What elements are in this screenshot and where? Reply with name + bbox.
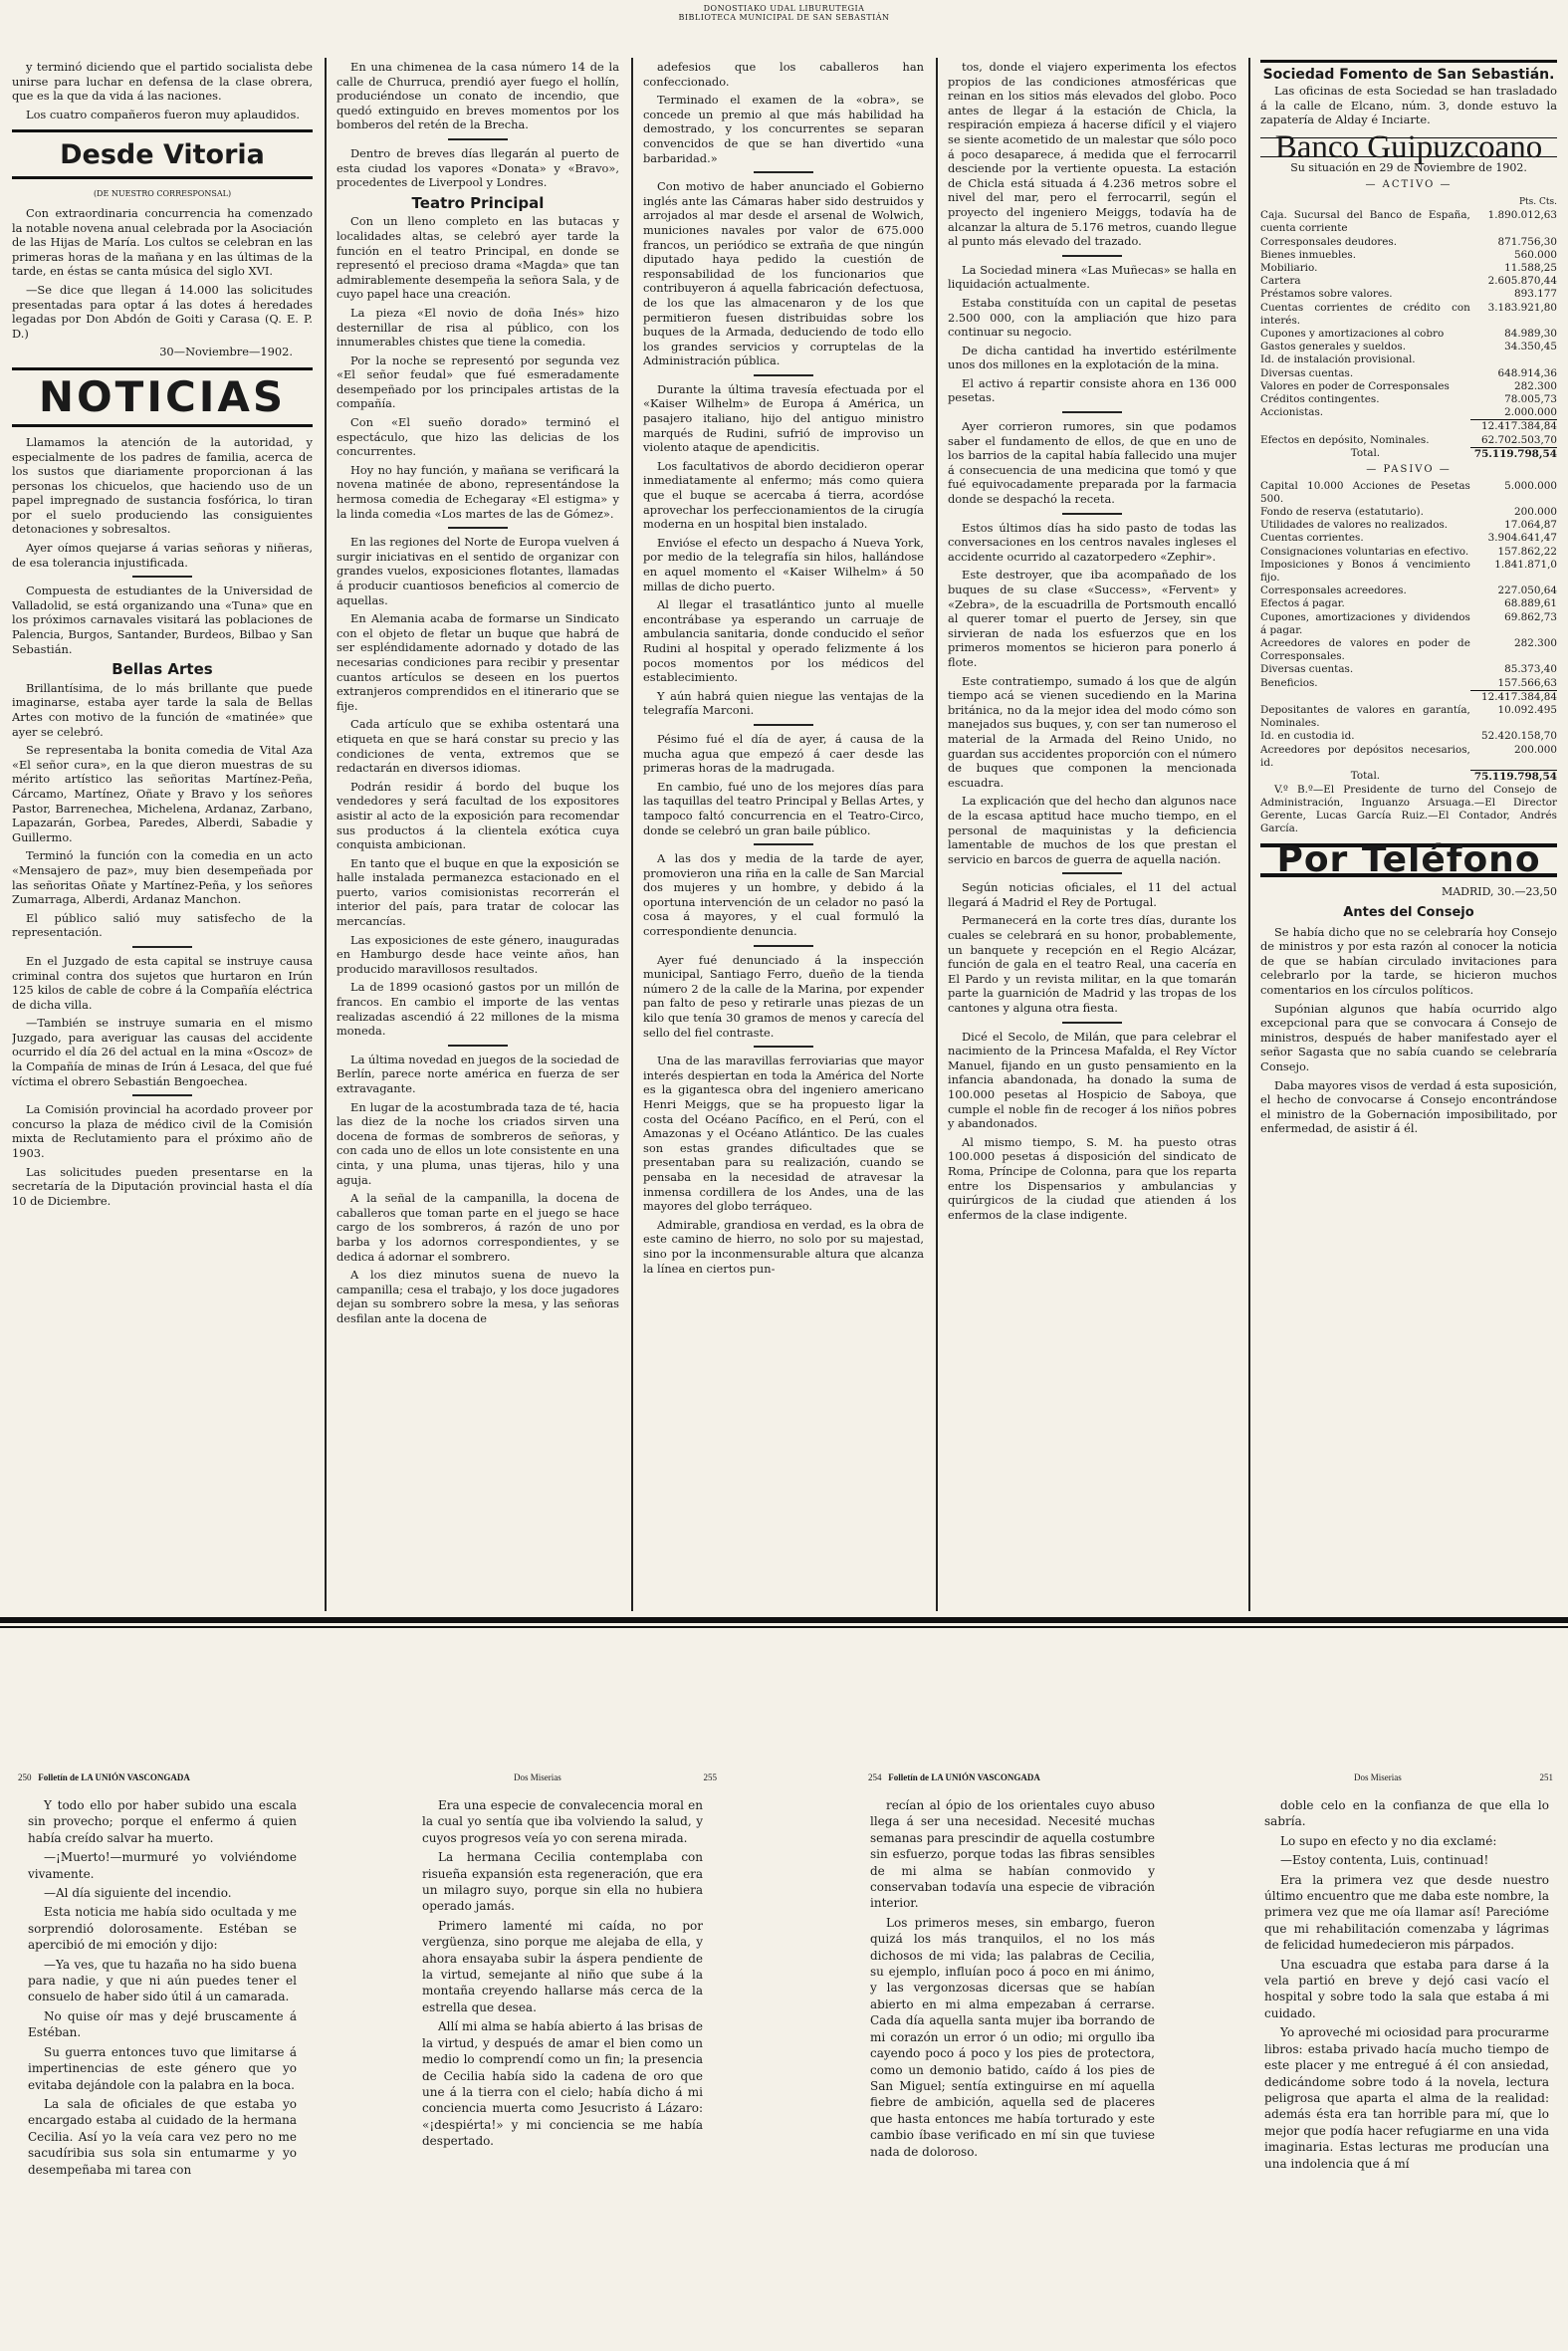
paragraph: Envióse el efecto un despacho á Nueva York, por medio de la telegrafía sin hilos, hallándose en aquel momento el «Kaiser Wilhelm» á 50 millas de dicho puerto.	[643, 535, 924, 593]
column-1	[12, 60, 313, 1608]
library-stamp-line2: BIBLIOTECA MUNICIPAL DE SAN SEBASTIÁN	[678, 13, 890, 22]
row-value: 5.000.000	[1504, 479, 1557, 492]
feuilleton-column-4	[1264, 1797, 1549, 2345]
paragraph: Ayer oímos quejarse á varias señoras y niñeras, de esa tolerancia injustificada.	[12, 541, 313, 570]
paragraph: —Estoy contenta, Luis, continuad!	[1280, 1853, 1489, 1868]
paragraph: La explicación que del hecho dan algunos nace de la escasa aptitud hace mucho tiempo, en el personal de maquinistas y la deficiencia lamentable de muchos de los que prestan el servicio en barcos de guerra de aquella nación.	[948, 794, 1236, 866]
subtotal-value: 12.417.384,84	[1470, 690, 1557, 704]
table-row	[1260, 447, 1557, 461]
row-label: Depositantes de valores en garantía, Nominales.	[1260, 704, 1470, 730]
table-row	[1260, 663, 1557, 676]
table-row	[1260, 690, 1557, 704]
paragraph: Hoy no hay función, y mañana se verificará la novena matinée de abono, representándose la hermosa comedia de Echegaray «El estigma» y la linda comedia «Los martes de las de Gómez».	[336, 462, 619, 521]
signatures: V.º B.º—El Presidente de turno del Consejo de Administración, Inguanzo Arsuaga.—El Director Gerente, Lucas García Ruiz.—El Contador, Andrés García.	[1260, 783, 1557, 834]
table-row	[1260, 288, 1557, 301]
feuilleton-title: Folletín de LA UNIÓN VASCONGADA	[38, 1772, 190, 1782]
row-value: 893.177	[1514, 288, 1557, 301]
paragraph: Yo aproveché mi ociosidad para procurarme libros: estaba privado hacía mucho tiempo de este placer y me entregué á él con ansiedad, dedicándome sobre todo á la novela, lectura peligrosa que aparta el alma de la realidad: además ésta era tan horrible para mí, que lo mejor que podía hacer refugiarme en una vida imaginaria. Estas lecturas me producían una una indolencia que á mí	[1264, 2025, 1549, 2171]
table-row	[1260, 744, 1557, 770]
separator	[754, 724, 813, 726]
feuilleton-header-4	[1244, 1772, 1553, 1782]
paragraph: Los primeros meses, sin embargo, fueron quizá los más tranquilos, el no los más dichosos de mi vida; las palabras de Cecilia, su ejemplo, influían poco á poco en mi ánimo, y las vergonzosas dicersas que se habían abierto en mi alma empezaban á cerrarse. Cada día aquella santa mujer iba borrando de mi corazón un error ó un odio; mi orgullo iba cayendo poco á poco y los pies de protectora, como un demonio batido, caído á los pies de San Miguel; sentía extinguirse en mí aquella fiebre de ambición, aquella sed de placeres que hasta entonces me había torturado y este cambio íbase verificado en mí sin que tuviese nada de doloroso.	[870, 1915, 1155, 2159]
row-value: 157.862,22	[1497, 545, 1557, 558]
row-label: Valores en poder de Corresponsales	[1260, 379, 1450, 392]
row-label: Cupones y amortizaciones al cobro	[1260, 327, 1445, 340]
row-label: Acreedores por depósitos necesarios, id.	[1260, 743, 1470, 769]
separator	[754, 843, 813, 845]
row-value: 157.566,63	[1497, 676, 1557, 689]
paragraph: El activo á repartir consiste ahora en 136 000 pesetas.	[948, 375, 1236, 405]
paragraph: Llamamos la atención de la autoridad, y especialmente de los padres de familia, acerca de los sustos que diariamente proporcionan á las personas los chicuelos, que haciendo uso de un papel impregnado de sustancia fosfórica, lo tiran por el suelo produciendo las consiguientes detonaciones y sobresaltos.	[12, 434, 313, 537]
total-value: 75.119.798,54	[1470, 770, 1557, 784]
table-row	[1260, 585, 1557, 597]
paragraph: Estos últimos días ha sido pasto de todas las conversaciones en los centros navales ingleses el accidente ocurrido al cazatorpedero «Zephir».	[948, 520, 1236, 564]
row-value: 200.000	[1514, 743, 1557, 756]
row-value: 282.300	[1514, 637, 1557, 650]
feuilleton-header-3	[868, 1772, 1197, 1782]
separator	[448, 527, 508, 529]
table-row	[1260, 506, 1557, 519]
row-value: 200.000	[1514, 506, 1557, 519]
column-rule	[631, 58, 633, 1611]
paragraph: Al llegar el trasatlántico junto al muelle encontrábase ya esperando un carruaje de ambulancia sanitaria, donde conducido el señor Rudini al hospital y operado felizmente á los pocos momentos por los médicos del establecimiento.	[643, 597, 924, 685]
row-label: Consignaciones voluntarias en efectivo.	[1260, 545, 1469, 558]
row-label: Acreedores de valores en poder de Corresponsales.	[1260, 637, 1470, 663]
paragraph: Esta noticia me había sido ocultada y me sorprendió dolorosamente. Estéban se apercibió de mi emoción y dijo:	[28, 1905, 297, 1953]
separator	[1062, 872, 1122, 874]
row-label: Accionistas.	[1260, 406, 1324, 419]
row-value: 1.841.871,0	[1494, 558, 1557, 571]
column-2	[336, 60, 619, 1608]
feuilleton-column-1	[28, 1797, 297, 2345]
row-label: Efectos en depósito, Nominales.	[1260, 433, 1430, 446]
paragraph: Estaba constituída con un capital de pesetas 2.500 000, con la ampliación que hizo para continuar su negocio.	[948, 295, 1236, 340]
page-number: 254	[868, 1772, 882, 1782]
paragraph: Al mismo tiempo, S. M. ha puesto otras 100.000 pesetas á disposición del sindicato de Roma, Príncipe de Colonna, para que los reparta entre los Dispensarios y ambulancias y quirúrgicos de la ciudad que atienden á los enfermos de la clase indigente.	[948, 1134, 1236, 1222]
row-value: 84.989,30	[1504, 327, 1557, 340]
paragraph: Admirable, grandiosa en verdad, es la obra de este camino de hierro, no solo por su majestad, sino por la inconmensurable altura que alcanza la línea en ciertos pun-	[643, 1217, 924, 1276]
row-value: 3.183.921,80	[1487, 301, 1557, 314]
row-value: 3.904.641,47	[1487, 532, 1557, 545]
dateline: 30—Noviembre—1902.	[159, 345, 293, 359]
subtotal-value: 12.417.384,84	[1470, 420, 1557, 434]
paragraph: Dentro de breves días llegarán al puerto de esta ciudad los vapores «Donata» y «Bravo», procedentes de Liverpool y Londres.	[336, 145, 619, 190]
table-row	[1260, 770, 1557, 784]
page-bottom-rule-thin	[0, 1626, 1568, 1628]
feuilleton-header-1	[18, 1772, 376, 1782]
library-stamp-line1: DONOSTIAKO UDAL LIBURUTEGIA	[703, 4, 865, 13]
paragraph: La de 1899 ocasionó gastos por un millón de francos. En cambio el importe de las ventas realizadas ascendió á 22 millones de la misma moneda.	[336, 980, 619, 1039]
row-label: Cuentas corrientes.	[1260, 532, 1364, 545]
table-row	[1260, 209, 1557, 235]
section-header-box	[12, 367, 313, 427]
paragraph: Los cuatro compañeros fueron muy aplaudidos.	[26, 107, 301, 121]
paragraph: Este destroyer, que iba acompañado de los buques de su clase «Success», «Fervent» y «Zebra», de la escuadrilla de Portsmouth encalló al querer tomar el puerto de Jersey, sin que sirvieran de nada los esfuerzos que en los primeros momentos se hicieron para ponerlo á flote.	[948, 568, 1236, 669]
paragraph: Los facultativos de abordo decidieron operar inmediatamente al enfermo; más como quiera que el buque se acercaba á tierra, acordóse aprovechar los perfeccionamientos de la cirugía moderna en un hospital bien instalado.	[643, 458, 924, 532]
paragraph: Este contratiempo, sumado á los que de algún tiempo acá se vienen sucediendo en la Marina británica, no da la mejor idea del modo cómo son manejados sus buques, y, con ser tan numeroso el material de la Armada del Reino Unido, no guardan sus accidentes proporción con el número de buques que componen la mencionada escuadra.	[948, 673, 1236, 790]
separator	[132, 946, 192, 948]
paragraph: y terminó diciendo que el partido socialista debe unirse para luchar en defensa de la clase obrera, que es la que da vida á las naciones.	[12, 60, 313, 104]
paragraph: Lo supo en efecto y no dia exclamé:	[1280, 1833, 1497, 1848]
row-value: 85.373,40	[1504, 663, 1557, 676]
paragraph: Era la primera vez que desde nuestro último encuentro que me daba este nombre, la primera vez que me oía llamar así! Parecióme que mi rehabilitación comenzaba y lágrimas de felicidad humedecieron mis párpados.	[1264, 1872, 1549, 1953]
paragraph: —Ya ves, que tu hazaña no ha sido buena para nadie, y que ni aún puedes tener el consuelo de haber sido útil á un camarada.	[28, 1957, 297, 2004]
column-rule	[325, 58, 327, 1611]
table-row	[1260, 597, 1557, 610]
row-label: Cuentas corrientes de crédito con interés.	[1260, 301, 1470, 327]
paragraph: Se representaba la bonita comedia de Vital Aza «El señor cura», en la que dieron muestras de su mérito artístico las señoritas Martínez-Peña, Cárcamo, Martínez, Oñate y Bravo y los señores Pastor, Barrenechea, Michelena, Ardanaz, Zarbano, Lapazarán, Gorbea, Paredes, Alberdi, Sabadie y Guillermo.	[12, 743, 313, 844]
separator	[754, 171, 813, 173]
table-row	[1260, 611, 1557, 637]
section-title-noticias: NOTICIAS	[38, 371, 287, 421]
row-label: Préstamos sobre valores.	[1260, 288, 1393, 301]
paragraph: La Comisión provincial ha acordado proveer por concurso la plaza de médico civil de la Comisión mixta de Reclutamiento para el próximo año de 1903.	[12, 1102, 313, 1161]
table-row	[1260, 393, 1557, 406]
paragraph: Su guerra entonces tuvo que limitarse á impertinencias de este género que yo evitaba dejándole con la palabra en la boca.	[28, 2044, 297, 2092]
row-label: Diversas cuentas.	[1260, 366, 1354, 379]
section-subtitle: (DE NUESTRO CORRESPONSAL)	[93, 189, 232, 199]
row-value: 68.889,61	[1504, 597, 1557, 610]
paragraph: El público salió muy satisfecho de la representación.	[12, 910, 313, 940]
paragraph: En las regiones del Norte de Europa vuelven á surgir iniciativas en el sentido de organizar con grandes vuelos, exposiciones flotantes, llamadas á producir cuantiosos beneficios al comercio de aquellas.	[336, 535, 619, 607]
separator	[754, 1046, 813, 1048]
paragraph: doble celo en la confianza de que ella lo sabría.	[1264, 1798, 1549, 1829]
paragraph: Cada artículo que se exhiba ostentará una etiqueta en que se hará constar su precio y las condiciones de venta, extremos que se redactarán en diversos idiomas.	[336, 717, 619, 776]
separator	[1062, 1022, 1122, 1024]
row-label: Imposiciones y Bonos á vencimiento fijo.	[1260, 558, 1470, 585]
paragraph: Ayer fué denunciado á la inspección municipal, Santiago Ferro, dueño de la tienda número 2 de la calle de la Marina, por expender pan falto de peso y retirarle unas piezas de un kilo que tenía 30 gramos de menos y carecía del sello del fiel contraste.	[643, 952, 924, 1040]
table-row	[1260, 677, 1557, 691]
table-row	[1260, 302, 1557, 328]
paragraph: La hermana Cecilia contemplaba con risueña expansión esta regeneración, que era un milagro suyo, porque sin ella no hubiera operado jamás.	[422, 1850, 703, 1914]
section-title-banco: Banco Guipuzcoano	[1260, 137, 1557, 158]
separator	[754, 945, 813, 947]
row-label: Id. en custodia id.	[1260, 730, 1355, 743]
library-stamp	[0, 4, 1568, 22]
paragraph: Y aún habrá quien niegue las ventajas de la telegrafía Marconi.	[643, 688, 924, 718]
separator	[448, 138, 508, 140]
table-row	[1260, 434, 1557, 448]
table-row	[1260, 262, 1557, 275]
paragraph: Con extraordinaria concurrencia ha comenzado la notable novena anual celebrada por la Asociación de las Hijas de María. Los cultos se celebran en las primeras horas de la mañana y en las últimas de la tarde, en éstas se canta música del siglo XVI.	[12, 205, 313, 279]
paragraph: En Alemania acaba de formarse un Sindicato con el objeto de fletar un buque que habrá de ser espléndidamente adornado y dotado de las necesarias condiciones para recibir y presentar cuantos artículos se deseen en los puertos extranjeros comprendidos en el itinerario que se fije.	[336, 611, 619, 713]
row-label: Fondo de reserva (estatutario).	[1260, 506, 1424, 519]
row-label: Id. de instalación provisional.	[1260, 353, 1416, 366]
page-number: 255	[703, 1772, 717, 1782]
row-value: 11.588,25	[1504, 261, 1557, 274]
table-row	[1260, 236, 1557, 249]
paragraph: Con «El sueño dorado» terminó el espectáculo, que hizo las delicias de los concurrentes.	[336, 415, 619, 459]
row-value: 2.605.870,44	[1487, 275, 1557, 288]
table-row	[1260, 546, 1557, 559]
column-rule	[936, 58, 938, 1611]
table-row	[1260, 406, 1557, 420]
paragraph: Primero lamenté mi caída, no por vergüenza, sino porque me alejaba de ella, y ahora ensayaba subir la áspera pendiente de la virtud, semejante al niño que sube á la montaña creyendo hallarse más cerca de la estrella que desea.	[422, 1918, 703, 2014]
table-row	[1260, 704, 1557, 730]
row-value: 78.005,73	[1504, 393, 1557, 405]
table-row	[1260, 532, 1557, 545]
total-label: Total.	[1350, 447, 1381, 460]
row-label: Corresponsales acreedores.	[1260, 585, 1407, 597]
paragraph: Supónian algunos que había ocurrido algo excepcional para que se convocara á Consejo de ministros, después de haber manifestado ayer el señor Sagasta que no sabía cuando se celebraría Consejo.	[1260, 1001, 1557, 1073]
feuilleton-column-2	[422, 1797, 703, 2345]
section-header-box	[12, 129, 313, 179]
paragraph: En el Juzgado de esta capital se instruye causa criminal contra dos sujetos que hurtaron en Irún 125 kilos de cable de cobre á la Compañía eléctrica de dicha villa.	[12, 953, 313, 1012]
paragraph: Con motivo de haber anunciado el Gobierno inglés ante las Cámaras haber sido destruidos y arrojados al mar desde el arsenal de Wolwich, municiones navales por valor de 675.000 francos, un periódico se extraña de que ningún diputado haya pedido la cuestión de responsabilidad de los funcionarios que contribuyeron á aquella fabricación defectuosa, de los que las almacenaron y de los que permitieron fuesen distribuidas sobre los buques de la Armada, deduciendo de todo ello los grandes servicios y corruptelas de la Administración pública.	[643, 179, 924, 368]
table-row	[1260, 367, 1557, 380]
activo-label: — ACTIVO —	[1365, 178, 1453, 190]
section-title-teatro: Teatro Principal	[411, 193, 545, 212]
table-row	[1260, 275, 1557, 288]
table-row	[1260, 637, 1557, 663]
paragraph: Daba mayores visos de verdad á esta suposición, el hecho de convocarse á Consejo encontrándose el ministro de la Gobernación imposibilitado, por enfermedad, de asistir á él.	[1260, 1077, 1557, 1136]
paragraph: De dicha cantidad ha invertido estérilmente unos dos millones en la explotación de la mina.	[948, 343, 1236, 372]
paragraph: Las exposiciones de este género, inauguradas en Hamburgo desde hace veinte años, han producido maravillosos resultados.	[336, 932, 619, 976]
row-value: 1.890.012,63	[1487, 209, 1557, 222]
table-row	[1260, 353, 1557, 366]
row-value: 648.914,36	[1497, 366, 1557, 379]
table-row	[1260, 730, 1557, 743]
row-value: 17.064,87	[1504, 519, 1557, 532]
pasivo-table	[1260, 480, 1557, 784]
total-label: Total.	[1350, 770, 1381, 783]
page-number: 251	[1539, 1772, 1553, 1782]
paragraph: La última novedad en juegos de la sociedad de Berlín, parece norte américa en fuerza de ser extravagante.	[336, 1052, 619, 1095]
column-3	[643, 60, 924, 1608]
paragraph: Y todo ello por haber subido una escala sin provecho; porque el enfermo á quien había creído salvar ha muerto.	[28, 1798, 297, 1845]
pasivo-label: — PASIVO —	[1366, 464, 1452, 476]
column-4	[948, 60, 1236, 1608]
paragraph: Las solicitudes pueden presentarse en la secretaría de la Diputación provincial hasta el día 10 de Diciembre.	[12, 1164, 313, 1208]
row-label: Diversas cuentas.	[1260, 663, 1354, 676]
paragraph: —También se instruye sumaria en el mismo Juzgado, para averiguar las causas del accidente ocurrido el día 26 del actual en la mina «Oscoz» de la Compañía de minas de Irún á Lesaca, del que fué víctima el obrero Sebastián Bengoechea.	[12, 1016, 313, 1088]
paragraph: Por la noche se representó por segunda vez «El señor feudal» que fué esmeradamente desempeñado por los principales artistas de la compañía.	[336, 353, 619, 411]
columns-label: Pts. Cts.	[1519, 196, 1557, 207]
paragraph: La Sociedad minera «Las Muñecas» se halla en liquidación actualmente.	[948, 262, 1236, 292]
row-label: Cupones, amortizaciones y dividendos á pagar.	[1260, 610, 1470, 636]
row-value: 62.702.503,70	[1480, 433, 1557, 446]
section-title-consejo: Antes del Consejo	[1343, 904, 1474, 920]
row-value: 10.092.495	[1497, 704, 1557, 717]
row-value: 2.000.000	[1504, 406, 1557, 419]
paragraph: —Se dice que llegan á 14.000 las solicitudes presentadas para optar á las dotes á heredades legadas por Don Abdón de Goiti y Carasa (Q. E. P. D.)	[12, 282, 313, 341]
paragraph: Era una especie de convalecencia moral en la cual yo sentía que iba volviendo la salud, y cuyos progresos veía yo con serena mirada.	[422, 1798, 703, 1845]
paragraph: La pieza «El novio de doña Inés» hizo desternillar de risa al público, con los innumerables chistes que tiene la comedia.	[336, 305, 619, 350]
novel-title: Dos Miserias	[1354, 1772, 1402, 1782]
separator	[1062, 411, 1122, 413]
paragraph: En lugar de la acostumbrada taza de té, hacia las diez de la noche los criados sirven una docena de formas de sombreros de señoras, y con cada uno de ellos un lote consistente en una cinta, y una pluma, unas tijeras, hilo y una aguja.	[336, 1099, 619, 1187]
column-rule	[1248, 58, 1250, 1611]
paragraph: Compuesta de estudiantes de la Universidad de Valladolid, se está organizando una «Tuna» que en los próximos carnavales visitará las poblaciones de Palencia, Burgos, Santander, Burdeos, Bilbao y San Sebastián.	[12, 584, 313, 656]
separator	[448, 1045, 508, 1047]
paragraph: A los diez minutos suena de nuevo la campanilla; cesa el trabajo, y los doce jugadores dejan su sombrero sobre la mesa, y las señoras desfilan ante la docena de	[336, 1268, 619, 1325]
row-label: Beneficios.	[1260, 676, 1318, 689]
paragraph: tos, donde el viajero experimenta los efectos propios de las condiciones atmosféricas que reinan en los sitios más elevados del globo. Poco antes de llegar á la estación de Chicla, la respiración empieza á hacerse difícil y el viajero se siente acometido de un malestar que sólo poco á poco desaparece, á medida que el ferrocarril desciende por la vertiente opuesta. La estación de Chicla está situada á 4.236 metros sobre el nivel del mar, pero el ferrocarril, según el proyecto del ingeniero Meiggs, todavía ha de alcanzar la altura de 5.176 metros, cuando llegue al punto más elevado del trazado.	[948, 60, 1236, 249]
row-value: 69.862,73	[1504, 610, 1557, 623]
section-title-vitoria: Desde Vitoria	[60, 139, 265, 171]
paragraph: A la señal de la campanilla, la docena de caballeros que toman parte en el juego se hace cargo de los sombreros, á razón de uno por barba y los adornos correspondientes, y se dedica á adornar el sombrero.	[336, 1191, 619, 1264]
paragraph: adefesios que los caballeros han confeccionado.	[643, 60, 924, 89]
dateline: MADRID, 30.—23,50	[1441, 885, 1557, 899]
table-row	[1260, 249, 1557, 262]
paragraph: En cambio, fué uno de los mejores días para las taquillas del teatro Principal y Bellas Artes, y tampoco faltó concurrencia en el Teatro-Circo, donde se celebró un gran baile público.	[643, 779, 924, 837]
paragraph: Dicé el Secolo, de Milán, que para celebrar el nacimiento de la Princesa Mafalda, el Rey Víctor Manuel, fijando en un gusto pensamiento en la infancia abandonada, ha donado la suma de 100.000 pesetas al Hospicio de Saboya, que cumple el noble fin de recoger á los niños pobres y abandonados.	[948, 1029, 1236, 1131]
page-bottom-rule	[0, 1617, 1568, 1623]
section-title-fomento: Sociedad Fomento de San Sebastián.	[1260, 60, 1557, 84]
paragraph: En tanto que el buque en que la exposición se halle instalada permanezca estacionado en el puerto, varios comisionistas recorrerán el interior del país, para tratar de colocar las mercancías.	[336, 855, 619, 929]
paragraph: recían al ópio de los orientales cuyo abuso llega á ser una necesidad. Necesité muchas semanas para prescindir de aquella costumbre sin esfuerzo, porque todas las fibras sensibles de mi alma se habían conmovido y conservaban todavía una especie de vibración interior.	[870, 1798, 1155, 1911]
row-label: Mobiliario.	[1260, 261, 1318, 274]
section-title-telefono: Por Teléfono	[1260, 843, 1557, 878]
paragraph: Según noticias oficiales, el 11 del actual llegará á Madrid el Rey de Portugal.	[948, 880, 1236, 909]
paragraph: Podrán residir á bordo del buque los vendedores y será facultad de los expositores asistir al acto de la exposición para recomendar sus productos á la clientela exótica cuya conquista ambicionan.	[336, 779, 619, 852]
table-row	[1260, 420, 1557, 434]
paragraph: Terminado el examen de la «obra», se concede un premio al que más habilidad ha demostrado, y los concurrentes se separan convencidos de que se han divertido «una barbaridad.»	[643, 93, 924, 165]
row-value: 52.420.158,70	[1480, 730, 1557, 743]
row-value: 282.300	[1514, 379, 1557, 392]
paragraph: Una escuadra que estaba para darse á la vela partió en breve y dejó casi vacío el hospital y sobre todo la sala que estaba á mi cuidado.	[1264, 1957, 1549, 2020]
table-row	[1260, 559, 1557, 585]
activo-table	[1260, 209, 1557, 461]
paragraph: Una de las maravillas ferroviarias que mayor interés despiertan en toda la América del Norte es la gigantesca obra del ingeniero americano Henri Meiggs, que se ha propuesto ligar la costa del Océano Pacífico, en el Perú, con el Amazonas y el Océano Atlántico. De las cuales son estas grandes dificultades que se presentaban para su realización, cuando se pensaba en la necesidad de atravesar la inmensa cordillera de los Andes, una de las mayores del globo terráqueo.	[643, 1054, 924, 1214]
row-value: 871.756,30	[1497, 235, 1557, 248]
row-value: 560.000	[1514, 248, 1557, 261]
row-label: Bienes inmuebles.	[1260, 248, 1357, 261]
paragraph: Durante la última travesía efectuada por el «Kaiser Wilhelm» de Europa á América, un pasajero italiano, hijo del antiguo ministro marqués de Rudini, sufrió de improviso un violento ataque de apendicitis.	[643, 381, 924, 455]
table-row	[1260, 341, 1557, 353]
page-number: 250	[18, 1772, 32, 1782]
row-label: Caja. Sucursal del Banco de España, cuenta corriente	[1260, 209, 1470, 235]
row-label: Capital 10.000 Acciones de Pesetas 500.	[1260, 479, 1470, 505]
paragraph: Con un lleno completo en las butacas y localidades altas, se celebró ayer tarde la función en el teatro Principal, en donde se representó el precioso drama «Magda» que tan admirablemente desempeña la señora Sala, y de cuyo papel hace una creación.	[336, 214, 619, 302]
row-label: Cartera	[1260, 275, 1301, 288]
separator	[1062, 255, 1122, 257]
paragraph: No quise oír mas y dejé bruscamente á Estéban.	[28, 2008, 297, 2040]
paragraph: Se había dicho que no se celebraría hoy Consejo de ministros y por esta razón al conocer la noticia de que se habían circulado invitaciones para celebrarlo por la tarde, se hicieron muchos comentarios en los círculos políticos.	[1260, 924, 1557, 997]
paragraph: Terminó la función con la comedia en un acto «Mensajero de paz», muy bien desempeñada por las señoritas Oñate y Martínez-Peña, y los señores Zumarraga, Alberdi, Ardanaz Manchon.	[12, 848, 313, 907]
feuilleton-column-3	[870, 1797, 1155, 2345]
total-value: 75.119.798,54	[1470, 447, 1557, 461]
row-label: Efectos á pagar.	[1260, 597, 1345, 610]
row-label: Gastos generales y sueldos.	[1260, 341, 1407, 353]
separator	[1062, 513, 1122, 515]
row-value	[1470, 353, 1557, 366]
paragraph: Allí mi alma se había abierto á las brisas de la virtud, y después de amar el bien como un medio lo comprendí como un fin; la presencia de Cecilia había sido la cadena de oro que une á la tierra con el cielo; había dicho á mi conciencia muerta como Jesucristo á Lázaro: «¡despiérta!» y mi conciencia se me había despertado.	[422, 2019, 703, 2149]
paragraph: A las dos y media de la tarde de ayer, promovieron una riña en la calle de San Marcial dos mujeres y un hombre, y debido á la oportuna intervención de un celador no pasó la cosa á mayores, y el cual formuló la correspondiente denuncia.	[643, 851, 924, 939]
paragraph: En una chimenea de la casa número 14 de la calle de Churruca, prendió ayer fuego el hollín, produciéndose un conato de incendio, que quedó extinguido en breves momentos por los bomberos del retén de la Brecha.	[336, 60, 619, 132]
paragraph: —Al día siguiente del incendio.	[44, 1886, 232, 1901]
row-value: 34.350,45	[1504, 341, 1557, 353]
table-row	[1260, 480, 1557, 506]
paragraph: —¡Muerto!—murmuré yo volviéndome vivamente.	[28, 1850, 297, 1881]
table-row	[1260, 519, 1557, 532]
row-value: 227.050,64	[1497, 585, 1557, 597]
separator	[754, 374, 813, 376]
feuilleton-header-2	[418, 1772, 717, 1782]
row-label: Corresponsales deudores.	[1260, 235, 1398, 248]
separator	[132, 1094, 192, 1096]
table-row	[1260, 380, 1557, 393]
banco-subtitle: Su situación en 29 de Noviembre de 1902.	[1290, 161, 1527, 175]
column-5	[1260, 60, 1557, 1608]
row-label: Créditos contingentes.	[1260, 393, 1380, 405]
section-title-bellas-artes: Bellas Artes	[112, 660, 213, 679]
paragraph: La sala de oficiales de que estaba yo encargado estaba al cuidado de la hermana Cecilia. Así yo la veía cara vez pero no me sacudíribia sus sola sin entumarme y yo desempeñaba mi tarea con	[28, 2096, 297, 2177]
row-label: Utilidades de valores no realizados.	[1260, 519, 1449, 532]
separator	[132, 576, 192, 578]
novel-title: Dos Miserias	[514, 1772, 561, 1782]
table-row	[1260, 328, 1557, 341]
paragraph: Brillantísima, de lo más brillante que puede imaginarse, estaba ayer tarde la sala de Bellas Artes con motivo de la función de «matinée» que ayer se celebró.	[12, 680, 313, 739]
paragraph: Pésimo fué el día de ayer, á causa de la mucha agua que empezó á caer desde las primeras horas de la madrugada.	[643, 731, 924, 776]
paragraph: Las oficinas de esta Sociedad se han trasladado á la calle de Elcano, núm. 3, donde estuvo la zapatería de Alday é Inciarte.	[1260, 84, 1557, 127]
paragraph: Permanecerá en la corte tres días, durante los cuales se celebrará en su honor, probablemente, un banquete y recepción en el Regio Alcázar, función de gala en el teatro Real, una cacería en El Pardo y un revista militar, en la que tomarán parte la guarnición de Madrid y las tropas de los cantones y alguna otra fiesta.	[948, 913, 1236, 1016]
feuilleton-title: Folletín de LA UNIÓN VASCONGADA	[888, 1772, 1040, 1782]
paragraph: Ayer corrieron rumores, sin que podamos saber el fundamento de ellos, de que en uno de los barrios de la capital había fallecido una mujer á consecuencia de una medicina que tomó y que fué equivocadamente preparada por la farmacia donde se despachó la receta.	[948, 419, 1236, 507]
